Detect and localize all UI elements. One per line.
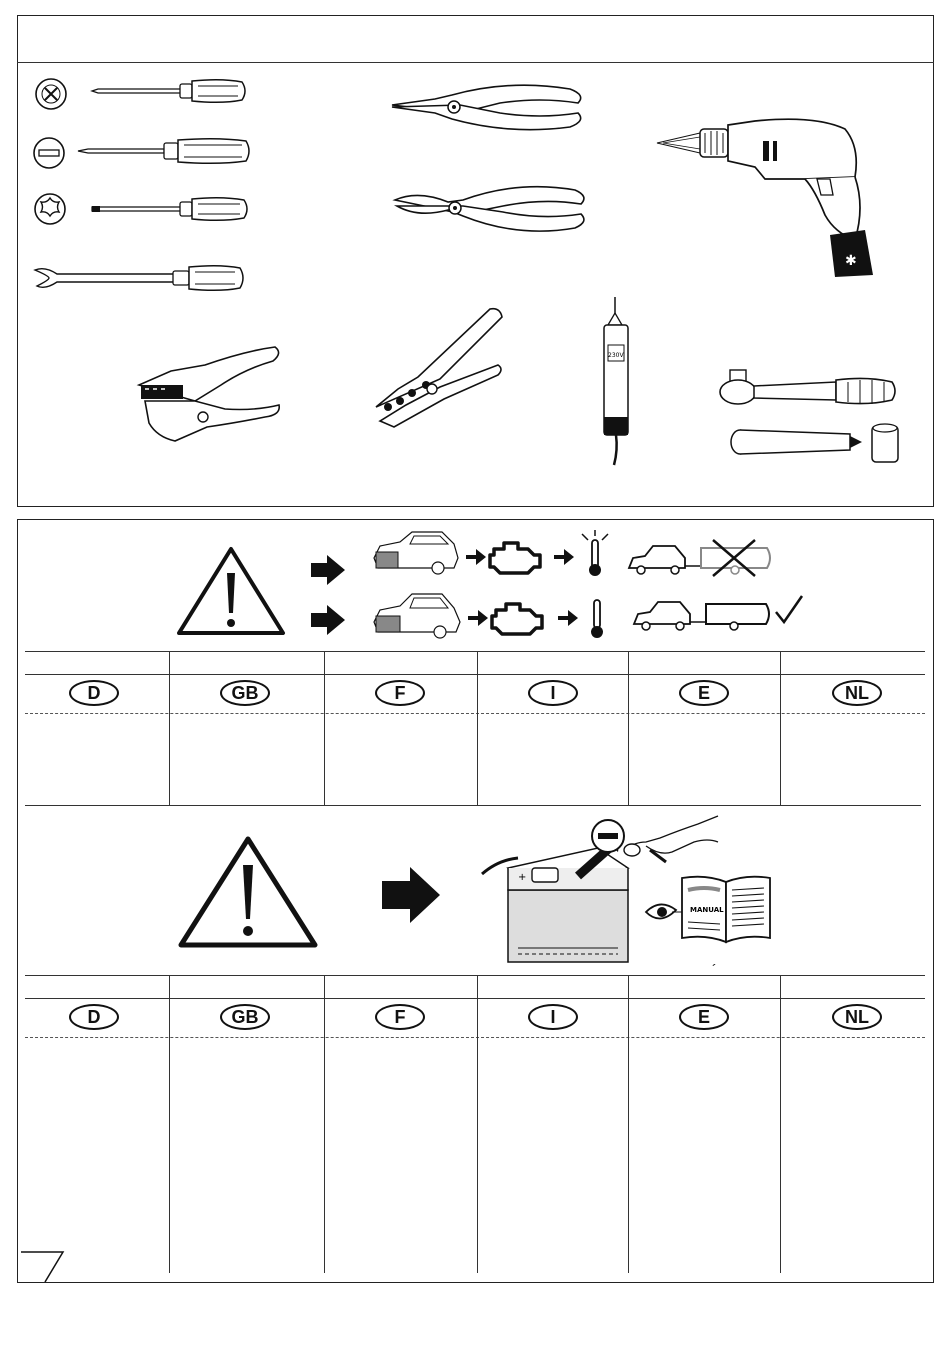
table1-top-line — [25, 651, 925, 652]
ratchet-wrench — [718, 368, 900, 412]
table1-col-divider — [169, 651, 170, 805]
accent-mark: ´ — [712, 961, 717, 977]
temperature-warning-icon — [578, 530, 612, 578]
table2-col-divider — [780, 975, 781, 1273]
lang-badge-e: E — [679, 1004, 729, 1030]
table2-col-divider — [477, 975, 478, 1273]
table1-col-divider — [780, 651, 781, 805]
car-front-icon — [370, 528, 460, 576]
table2-col-divider — [169, 975, 170, 1273]
lang-badge-d: D — [69, 680, 119, 706]
table1-col-divider — [477, 651, 478, 805]
arrow-right-icon — [382, 867, 440, 923]
car-trailer-ok-icon — [630, 594, 808, 634]
engine-icon — [490, 598, 548, 636]
page-corner-tab — [17, 1250, 67, 1284]
table2-top-line — [25, 975, 925, 976]
phillips-screwdriver — [92, 78, 252, 104]
arrow-small-icon — [466, 549, 486, 565]
table2-col-divider — [628, 975, 629, 1273]
lang-badge-f: F — [375, 1004, 425, 1030]
lang-badge-gb: GB — [220, 1004, 270, 1030]
table1-bottom-line — [25, 805, 921, 806]
tester-label: 230V — [608, 352, 624, 359]
flat-screwdriver — [78, 137, 253, 165]
car-front-icon — [370, 590, 462, 640]
warning-triangle-icon — [175, 545, 287, 637]
lang-badge-i: I — [528, 680, 578, 706]
power-drill — [655, 115, 880, 290]
crimping-tool — [370, 305, 510, 430]
hand-disconnect-icon — [620, 812, 720, 864]
table2-dashed-line — [25, 1037, 925, 1038]
warning-triangle-icon — [177, 835, 319, 950]
phillips-icon — [34, 77, 68, 111]
manual-label: MANUAL — [690, 906, 724, 914]
lang-badge-nl: NL — [832, 680, 882, 706]
long-nose-pliers — [390, 75, 590, 145]
temperature-icon — [586, 596, 610, 640]
test-light — [596, 295, 636, 467]
manual-book-icon — [678, 872, 774, 946]
table1-col-divider — [628, 651, 629, 805]
side-cutters — [393, 176, 588, 246]
trim-removal-tool — [35, 262, 250, 296]
lang-badge-gb: GB — [220, 680, 270, 706]
table2-col-divider — [324, 975, 325, 1273]
arrow-small-icon — [554, 549, 574, 565]
lang-badge-e: E — [679, 680, 729, 706]
lang-badge-i: I — [528, 1004, 578, 1030]
lang-badge-nl: NL — [832, 1004, 882, 1030]
lang-badge-f: F — [375, 680, 425, 706]
table1-col-divider — [324, 651, 325, 805]
arrow-right-icon — [311, 555, 345, 585]
arrow-small-icon — [468, 610, 488, 626]
slotted-icon — [32, 136, 66, 170]
socket-extension — [730, 420, 905, 470]
svg-text:+: + — [518, 872, 527, 883]
svg-text:✱: ✱ — [845, 253, 857, 269]
car-trailer-crossed-icon — [625, 538, 777, 578]
battery-icon — [478, 838, 638, 970]
table1-header-line — [25, 674, 925, 675]
eye-icon — [642, 892, 682, 932]
torx-screwdriver — [92, 196, 252, 222]
table2-header-line — [25, 998, 925, 999]
table1-dashed-line — [25, 713, 925, 714]
lang-badge-d: D — [69, 1004, 119, 1030]
wire-stripper — [135, 345, 285, 445]
engine-icon — [488, 537, 546, 575]
torx-icon — [32, 191, 68, 227]
tools-header-divider — [17, 62, 934, 63]
arrow-small-icon — [558, 610, 578, 626]
arrow-right-icon — [311, 605, 345, 635]
